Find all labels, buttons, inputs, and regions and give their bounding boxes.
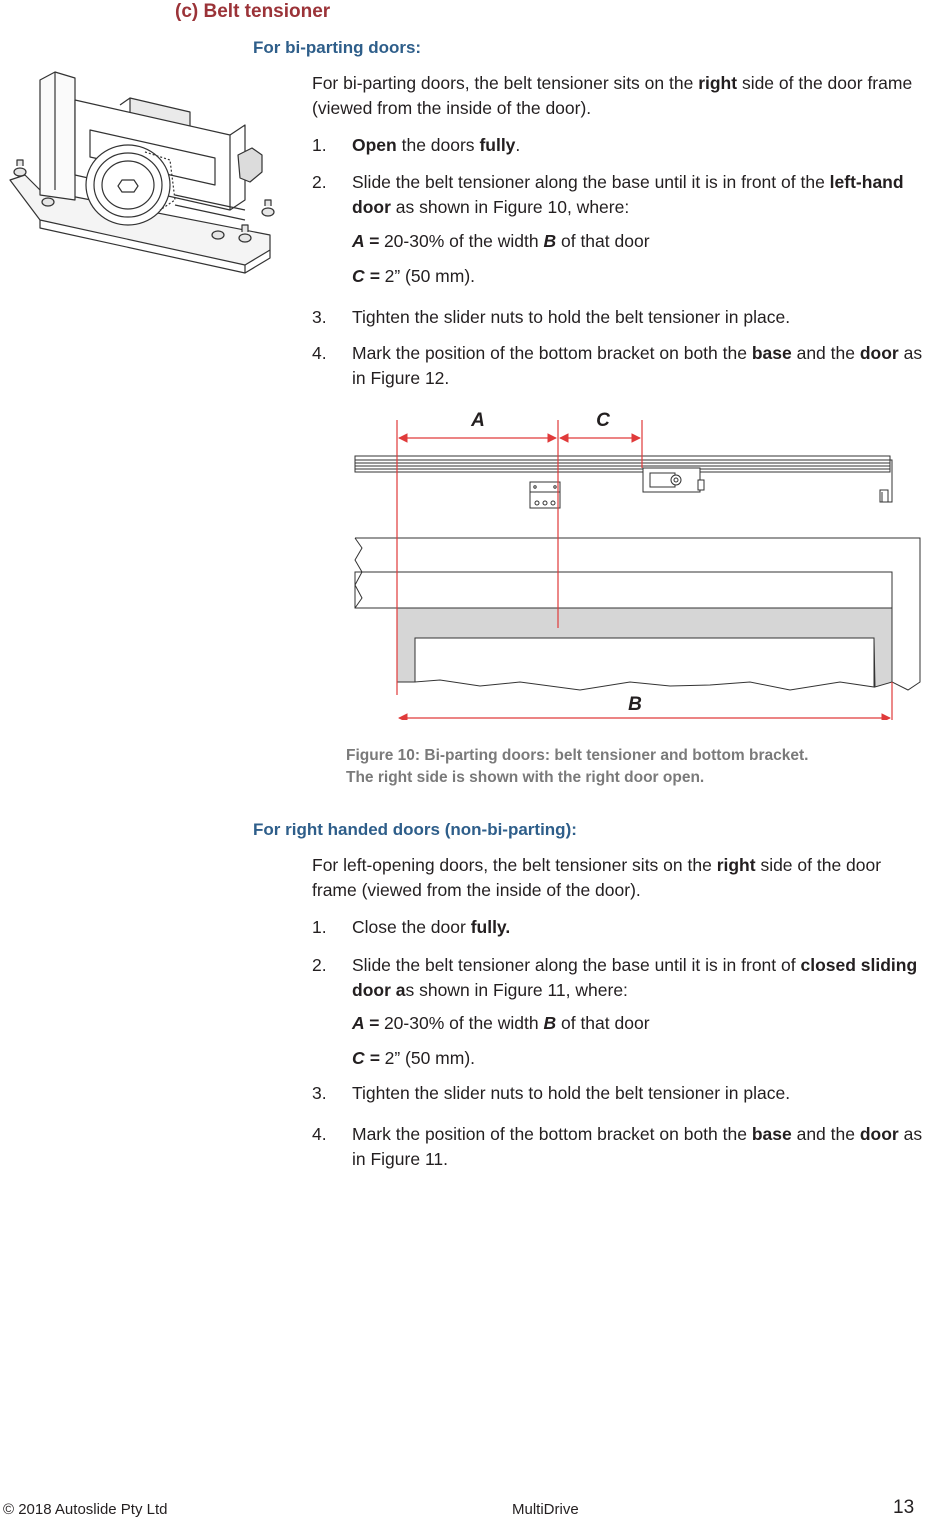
track-rail [355, 456, 892, 502]
belt-tensioner-illustration [0, 60, 285, 275]
righthanded-step-4: 4. Mark the position of the bottom bracket on both the base and the door as in Figure 11. [312, 1124, 923, 1169]
biparting-step-1: 1. Open the doors fully. [312, 135, 521, 155]
dimension-label-a: A [471, 410, 485, 431]
bottom-bracket [530, 482, 560, 508]
figure-10-diagram [340, 400, 926, 720]
biparting-intro: For bi-parting doors, the belt tensioner sits on the right side of the door frame (viewed from the inside of the door). [312, 73, 913, 118]
righthanded-step-1: 1. Close the door fully. [312, 917, 511, 937]
righthanded-heading: For right handed doors (non-bi-parting): [253, 820, 577, 839]
biparting-step-4: 4. Mark the position of the bottom bracket on both the base and the door as in Figure 12. [312, 343, 923, 388]
righthanded-definition-c: C = 2” (50 mm). [352, 1048, 476, 1068]
dimension-label-c: C [596, 410, 610, 431]
biparting-step-3: 3. Tighten the slider nuts to hold the belt tensioner in place. [312, 307, 791, 327]
righthanded-intro: For left-opening doors, the belt tensioner sits on the right side of the door frame (viewed from the inside of the door). [312, 855, 882, 900]
biparting-definition-a: A = 20-30% of the width B of that door [352, 231, 650, 251]
belt-tensioner [643, 468, 704, 492]
section-title: (c) Belt tensioner [175, 1, 331, 22]
page-number: 13 [893, 1497, 915, 1518]
righthanded-step-2: 2. Slide the belt tensioner along the base until it is in front of closed sliding door as shown in Figure 11, where: [312, 955, 918, 1000]
footer-copyright: © 2018 Autoslide Pty Ltd [3, 1501, 168, 1518]
biparting-step-2: 2. Slide the belt tensioner along the base until it is in front of the left-hand door as shown in Figure 10, where: [312, 172, 904, 217]
biparting-definition-c: C = 2” (50 mm). [352, 266, 476, 286]
righthanded-definition-a: A = 20-30% of the width B of that door [352, 1013, 650, 1033]
biparting-heading: For bi-parting doors: [253, 38, 422, 57]
door-panels [355, 538, 920, 690]
figure-caption: Figure 10: Bi-parting doors: belt tensioner and bottom bracket. The right side is shown with the right door open. [346, 747, 809, 786]
righthanded-step-3: 3. Tighten the slider nuts to hold the belt tensioner in place. [312, 1083, 791, 1103]
dimension-label-b: B [628, 694, 642, 715]
footer-product: MultiDrive [512, 1501, 579, 1518]
